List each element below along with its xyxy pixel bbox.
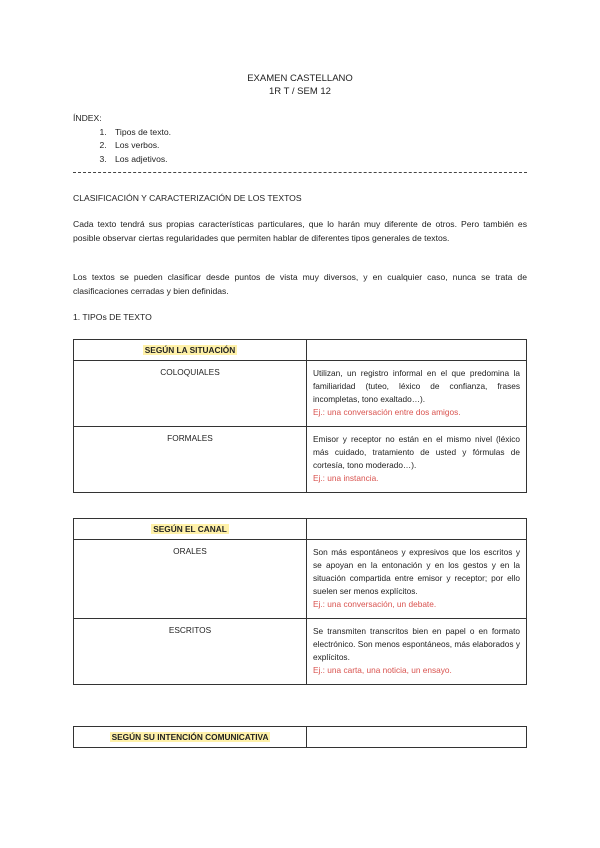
index	[73, 112, 171, 166]
example-text: Ej.: una instancia.	[313, 473, 379, 483]
table-header-label: SEGÚN LA SITUACIÓN	[144, 345, 236, 355]
doc-title: EXAMEN CASTELLANO	[247, 73, 353, 84]
desc-cell	[307, 540, 527, 619]
desc-cell	[307, 361, 527, 427]
type-cell: FORMALES	[74, 427, 307, 493]
desc-cell	[307, 427, 527, 493]
type-cell: ORALES	[74, 540, 307, 619]
table-header-empty	[307, 340, 527, 361]
table-header-label: SEGÚN SU INTENCIÓN COMUNICATIVA	[111, 732, 269, 742]
table-header-cell	[74, 340, 307, 361]
table-row	[74, 619, 527, 685]
table-row	[74, 540, 527, 619]
example-text: Ej.: una conversación entre dos amigos.	[313, 407, 461, 417]
table-canal	[73, 518, 527, 685]
type-cell: ESCRITOS	[74, 619, 307, 685]
desc-text: Emisor y receptor no están en el mismo nivel (léxico más cuidado, tratamiento de usted y fórmulas de cortesía, tono moderado…).	[313, 434, 520, 470]
table-header-empty	[307, 727, 527, 748]
example-text: Ej.: una carta, una noticia, un ensayo.	[313, 665, 452, 675]
table-header-label: SEGÚN EL CANAL	[153, 524, 227, 534]
type-cell: COLOQUIALES	[74, 361, 307, 427]
desc-text: Utilizan, un registro informal en el que predomina la familiaridad (tuteo, léxico de confianza, frases incompletas, tono exaltado…).	[313, 368, 520, 404]
table-header-row	[74, 727, 527, 748]
subsection-title: 1. TIPOs DE TEXTO	[73, 312, 152, 322]
section-title: CLASIFICACIÓN Y CARACTERIZACIÓN DE LOS TEXTOS	[73, 193, 302, 203]
paragraph: Los textos se pueden clasificar desde puntos de vista muy diversos, y en cualquier caso, nunca se trata de clasificaciones cerradas y bien definidas.	[73, 272, 527, 296]
table-header-row	[74, 519, 527, 540]
table-intencion	[73, 726, 527, 748]
table-header-empty	[307, 519, 527, 540]
desc-cell	[307, 619, 527, 685]
table-header-cell	[74, 727, 307, 748]
table-row	[74, 427, 527, 493]
dashed-separator	[73, 172, 527, 173]
table-situacion	[73, 339, 527, 493]
table-row	[74, 361, 527, 427]
index-label: ÍNDEX:	[73, 113, 102, 123]
table-header-row	[74, 340, 527, 361]
index-item: 1. Tipos de texto.	[109, 126, 171, 140]
index-item: 3. Los adjetivos.	[109, 153, 171, 167]
index-item: 2. Los verbos.	[109, 139, 171, 153]
example-text: Ej.: una conversación, un debate.	[313, 599, 437, 609]
desc-text: Se transmiten transcritos bien en papel o en formato electrónico. Son menos espontáneos, más elaborados y explícitos.	[313, 626, 520, 662]
table-header-cell	[74, 519, 307, 540]
desc-text: Son más espontáneos y expresivos que los escritos y se apoyan en la entonación y en los gestos y en la situación compartida entre emisor y receptor; por ello suelen ser menos explícitos.	[313, 547, 520, 596]
paragraph: Cada texto tendrá sus propias características particulares, que lo harán muy diferente de otros. Pero también es posible observar ciertas regularidades que permiten hablar de diferentes tipos generales de textos.	[73, 219, 527, 243]
index-list	[73, 126, 171, 167]
doc-subtitle: 1R T / SEM 12	[269, 86, 331, 97]
